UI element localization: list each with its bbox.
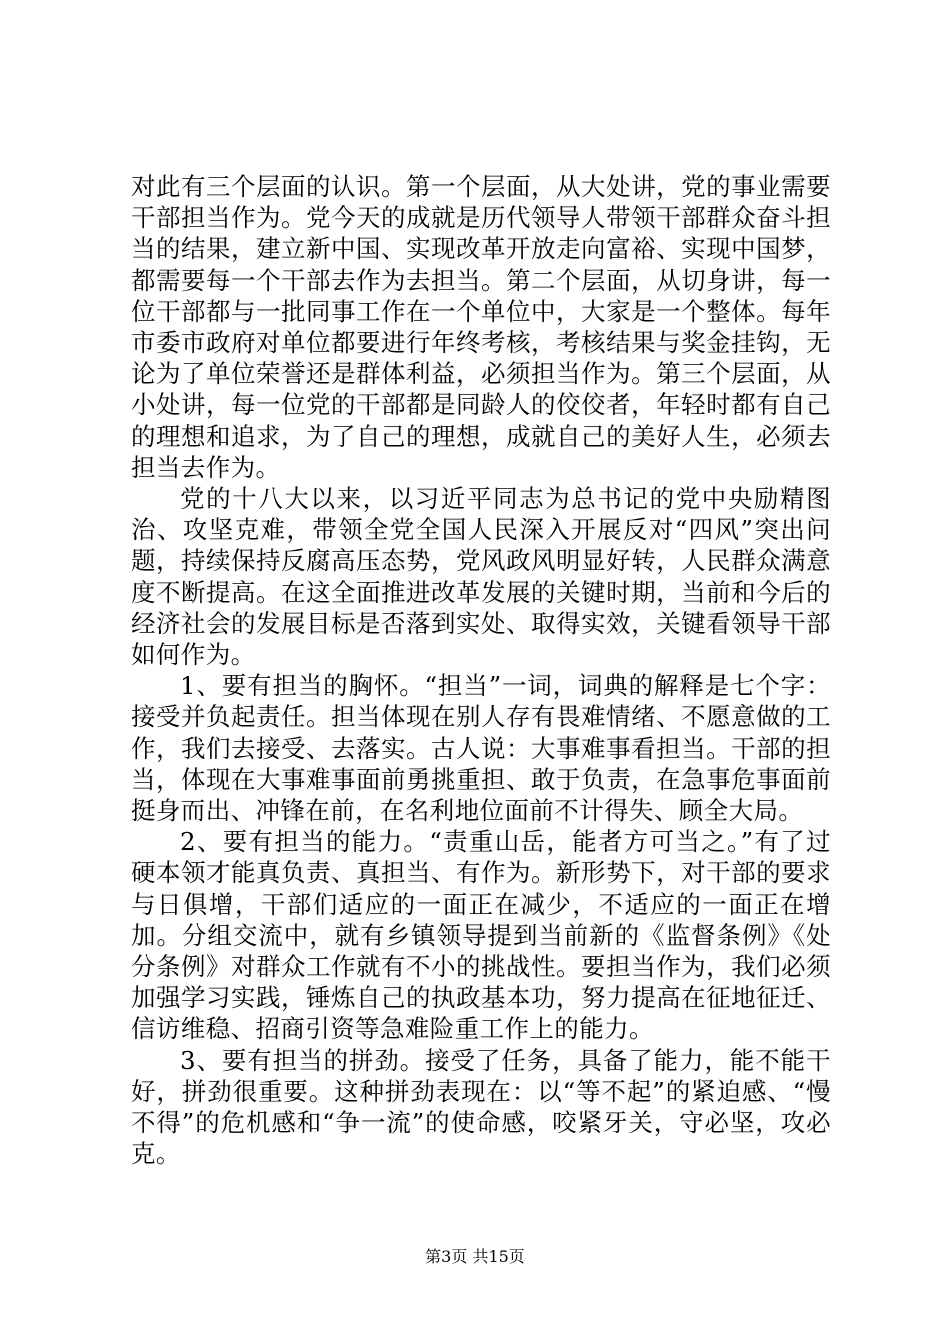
paragraph-point-2-ability: 2、要有担当的能力。“责重山岳，能者方可当之。”有了过硬本领才能真负责、真担当、有作为。新形势下，对干部的要求与日俱增，干部们适应的一面正在减少，不适应的一面正在增加。分组交流中，就有乡镇领导提到当前新的《监督条例》《处分条例》对群众工作就有不小的挑战性。要担当作为，我们必须加强学习实践，锤炼自己的执政基本功，努力提高在征地征迁、信访维稳、招商引资等急难险重工作上的能力。	[131, 827, 831, 1044]
paragraph-since-18th-congress: 党的十八大以来，以习近平同志为总书记的党中央励精图治、攻坚克难，带领全党全国人民深入开展反对“四风”突出问题，持续保持反腐高压态势，党风政风明显好转，人民群众满意度不断提高。在这全面推进改革发展的关键时期，当前和今后的经济社会的发展目标是否落到实处、取得实效，关键看领导干部如何作为。	[131, 484, 831, 670]
paragraph-point-3-drive: 3、要有担当的拼劲。接受了任务，具备了能力，能不能干好，拼劲很重要。这种拼劲表现在：以“等不起”的紧迫感、“慢不得”的危机感和“争一流”的使命感，咬紧牙关，守必坚，攻必克。	[131, 1045, 831, 1169]
paragraph-point-1-mindset: 1、要有担当的胸怀。“担当”一词，词典的解释是七个字：接受并负起责任。担当体现在别人存有畏难情绪、不愿意做的工作，我们去接受、去落实。古人说：大事难事看担当。干部的担当，体现在大事难事面前勇挑重担、敢于负责，在急事危事面前挺身而出、冲锋在前，在名利地位面前不计得失、顾全大局。	[131, 671, 831, 826]
paragraph-levels-of-understanding: 对此有三个层面的认识。第一个层面，从大处讲，党的事业需要干部担当作为。党今天的成就是历代领导人带领干部群众奋斗担当的结果，建立新中国、实现改革开放走向富裕、实现中国梦，都需要每一个干部去作为去担当。第二个层面，从切身讲，每一位干部都与一批同事工作在一个单位中，大家是一个整体。每年市委市政府对单位都要进行年终考核，考核结果与奖金挂钩，无论为了单位荣誉还是群体利益，必须担当作为。第三个层面，从小处讲，每一位党的干部都是同龄人的佼佼者，年轻时都有自己的理想和追求，为了自己的理想，成就自己的美好人生，必须去担当去作为。	[131, 172, 831, 482]
page-number-footer: 第3页 共15页	[425, 1247, 525, 1266]
document-body	[131, 171, 831, 1170]
